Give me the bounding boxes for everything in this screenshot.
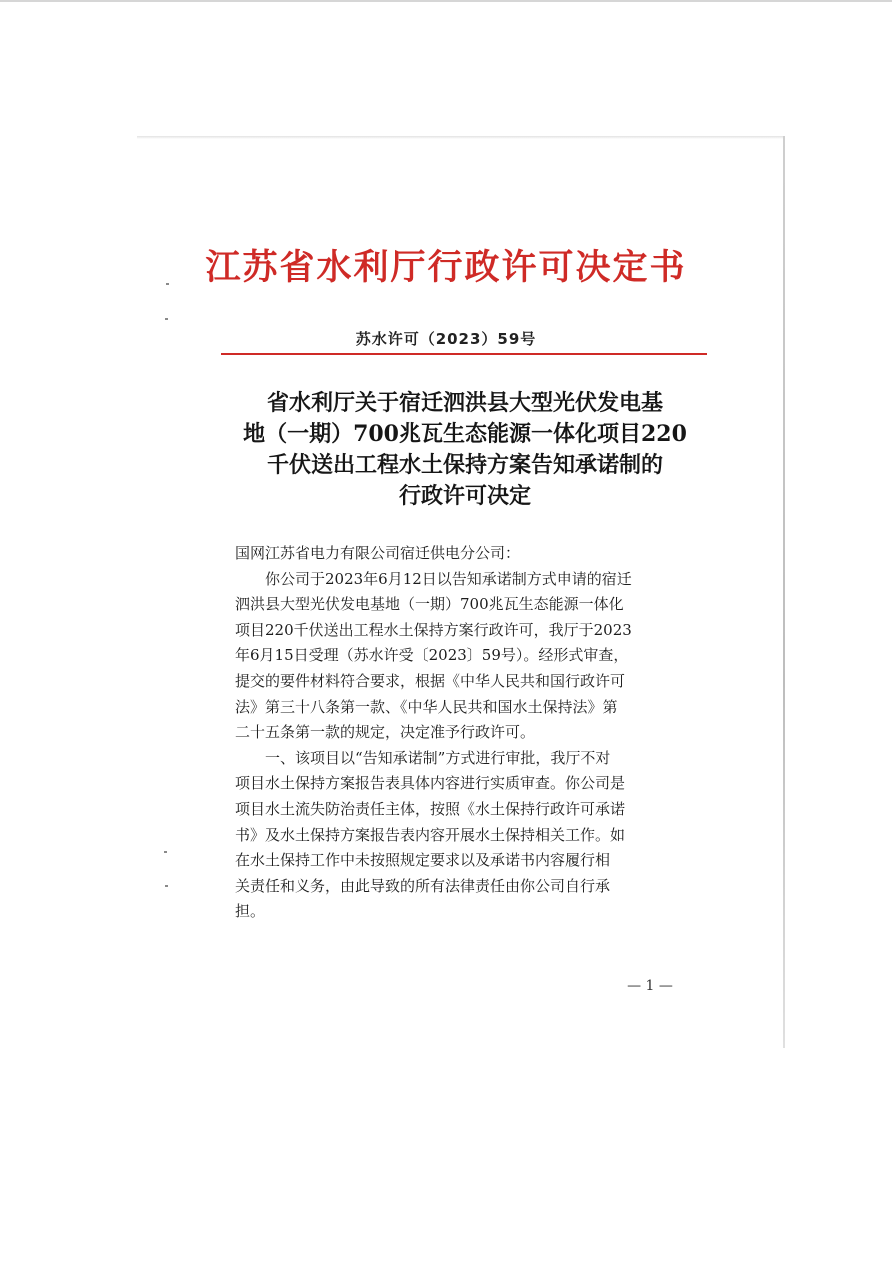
scan-speck: [165, 885, 168, 887]
body-line: 项目水土流失防治责任主体，按照《水土保持行政许可承诺: [235, 799, 626, 818]
body-line: 提交的要件材料符合要求，根据《中华人民共和国行政许可: [235, 671, 626, 690]
document-body: [235, 541, 695, 925]
body-line: 年6月15日受理（苏水许受〔2023〕59号）。经形式审查，: [235, 646, 629, 665]
title-line: 行政许可决定: [398, 483, 531, 509]
body-line: 一、该项目以“告知承诺制”方式进行审批，我厅不对: [235, 748, 611, 767]
addressee: 国网江苏省电力有限公司宿迁供电分公司：: [235, 544, 521, 562]
title-line: 省水利厅关于宿迁泗洪县大型光伏发电基: [266, 390, 663, 416]
red-divider-line: [221, 353, 707, 355]
body-line: 书》及水土保持方案报告表内容开展水土保持相关工作。如: [235, 825, 626, 844]
body-line: 二十五条第一款的规定，决定准予行政许可。: [235, 723, 536, 742]
body-line: 在水土保持工作中未按照规定要求以及承诺书内容履行相: [235, 851, 611, 870]
page-edge-top: [137, 136, 785, 139]
body-line: 担。: [235, 902, 266, 921]
body-line: 项目水土保持方案报告表具体内容进行实质审查。你公司是: [235, 774, 626, 793]
body-line: 项目220千伏送出工程水土保持方案行政许可，我厅于2023: [235, 620, 632, 639]
scan-speck: [164, 851, 167, 853]
scan-speck: [165, 318, 168, 320]
body-line: 法》第三十八条第一款、《中华人民共和国水土保持法》第: [235, 697, 618, 716]
title-line: 千伏送出工程水土保持方案告知承诺制的: [266, 452, 663, 478]
scan-top-border: [0, 0, 892, 2]
document-header: 江苏省水利厅行政许可决定书: [205, 248, 687, 288]
body-line: 关责任和义务，由此导致的所有法律责任由你公司自行承: [235, 876, 611, 895]
title-line: 地（一期）700兆瓦生态能源一体化项目220: [243, 421, 687, 447]
body-line: 你公司于2023年6月12日以告知承诺制方式申请的宿迁: [235, 569, 632, 588]
page-number: — 1 —: [627, 978, 673, 994]
document-number: 苏水许可（2023）59号: [355, 330, 537, 348]
body-line: 泗洪县大型光伏发电基地（一期）700兆瓦生态能源一体化: [235, 595, 624, 614]
document-title: [215, 388, 715, 512]
